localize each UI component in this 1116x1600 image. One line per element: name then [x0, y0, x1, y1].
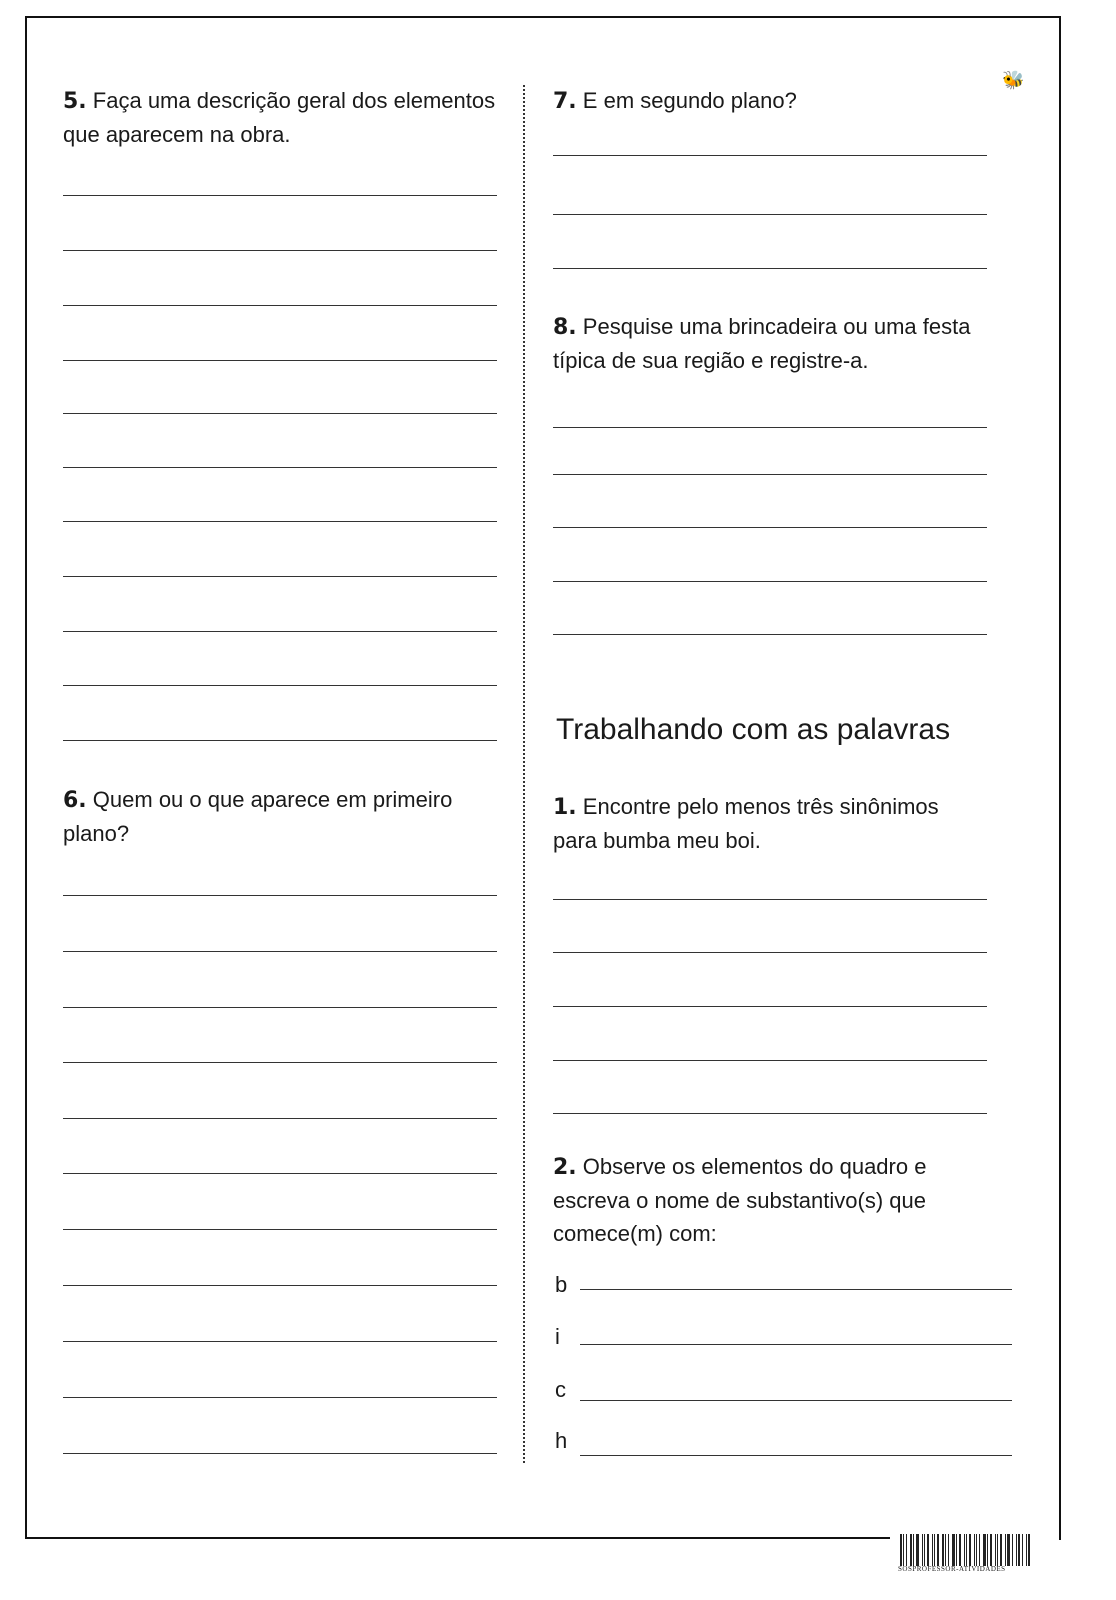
barcode-bar [932, 1534, 933, 1566]
answer-line[interactable] [553, 634, 987, 635]
barcode-bar [983, 1534, 986, 1566]
answer-line[interactable] [63, 1285, 497, 1286]
question-number: 2. [553, 1155, 577, 1180]
answer-line[interactable] [553, 474, 987, 475]
answer-line[interactable] [553, 1006, 987, 1007]
question-5 [63, 84, 503, 151]
barcode-bar [990, 1534, 992, 1566]
barcode-bar [937, 1534, 939, 1566]
barcode-bar [1018, 1534, 1020, 1566]
letter-b: b [555, 1272, 568, 1297]
answer-line[interactable] [63, 576, 497, 577]
barcode-bar [966, 1534, 967, 1566]
barcode-bar [1007, 1534, 1010, 1566]
answer-line[interactable] [63, 413, 497, 414]
answer-line[interactable] [553, 1113, 987, 1114]
answer-line[interactable] [553, 268, 987, 269]
barcode-text: SOSPROFESSOR-ATIVIDADES [898, 1565, 1006, 1573]
answer-line[interactable] [63, 740, 497, 741]
barcode-bar [1005, 1534, 1006, 1566]
answer-line[interactable] [580, 1400, 1012, 1401]
barcode-bar [924, 1534, 925, 1566]
answer-line[interactable] [553, 527, 987, 528]
question-number: 1. [553, 795, 577, 820]
barcode-bar [916, 1534, 919, 1566]
question-8 [553, 310, 993, 377]
barcode-bar [903, 1534, 904, 1566]
answer-line[interactable] [63, 195, 497, 196]
barcode-bar [987, 1534, 988, 1566]
barcode-bar [900, 1534, 902, 1566]
answer-line[interactable] [553, 214, 987, 215]
answer-line[interactable] [553, 427, 987, 428]
section-title: Trabalhando com as palavras [556, 713, 951, 746]
barcode-bar [969, 1534, 971, 1566]
column-divider [523, 85, 525, 1463]
answer-line[interactable] [63, 467, 497, 468]
question-text: Quem ou o que aparece em primeiro plano? [63, 787, 453, 846]
answer-line[interactable] [553, 581, 987, 582]
word-question-2 [553, 1150, 973, 1250]
insect-doodle-icon: 🐝 [1002, 70, 1025, 90]
answer-line[interactable] [63, 1229, 497, 1230]
word-question-1 [553, 790, 973, 857]
answer-line[interactable] [63, 250, 497, 251]
question-number: 5. [63, 89, 87, 114]
barcode-bar [997, 1534, 998, 1566]
answer-line[interactable] [553, 155, 987, 156]
question-7 [553, 84, 993, 118]
question-text: Encontre pelo menos três sinônimos para bumba meu boi. [553, 794, 939, 853]
answer-line[interactable] [63, 951, 497, 952]
barcode-bar [952, 1534, 955, 1566]
barcode-bar [910, 1534, 912, 1566]
answer-line[interactable] [580, 1455, 1012, 1456]
letter-h: h [555, 1428, 568, 1453]
barcode-bar [927, 1534, 929, 1566]
barcode-bar [974, 1534, 975, 1566]
barcode-bar [976, 1534, 977, 1566]
answer-line[interactable] [63, 1118, 497, 1119]
answer-line[interactable] [553, 952, 987, 953]
barcode-bar [945, 1534, 946, 1566]
barcode-bar [934, 1534, 935, 1566]
answer-line[interactable] [553, 1060, 987, 1061]
answer-line[interactable] [63, 1062, 497, 1063]
answer-line[interactable] [63, 1007, 497, 1008]
barcode-bar [906, 1534, 907, 1566]
question-number: 8. [553, 315, 577, 340]
letter-c: c [555, 1377, 566, 1402]
answer-line[interactable] [63, 895, 497, 896]
barcode-bar [922, 1534, 923, 1566]
answer-line[interactable] [63, 631, 497, 632]
answer-line[interactable] [63, 360, 497, 361]
answer-line[interactable] [63, 1397, 497, 1398]
question-number: 7. [553, 89, 577, 114]
barcode [900, 1534, 1046, 1566]
barcode-bar [979, 1534, 980, 1566]
barcode-bar [1026, 1534, 1027, 1566]
barcode-bar [959, 1534, 961, 1566]
question-text: Observe os elementos do quadro e escreva o nome de substantivo(s) que comece(m) com: [553, 1154, 927, 1246]
question-text: Pesquise uma brincadeira ou uma festa típica de sua região e registre-a. [553, 314, 971, 373]
answer-line[interactable] [553, 899, 987, 900]
page-border-tick [1059, 1490, 1061, 1540]
answer-line[interactable] [63, 685, 497, 686]
answer-line[interactable] [580, 1289, 1012, 1290]
answer-line[interactable] [63, 305, 497, 306]
answer-line[interactable] [63, 1341, 497, 1342]
barcode-bar [1012, 1534, 1013, 1566]
question-text: E em segundo plano? [582, 88, 797, 113]
barcode-bar [1016, 1534, 1017, 1566]
page-border-bottom [25, 1537, 890, 1539]
barcode-bar [995, 1534, 996, 1566]
letter-i: i [555, 1324, 560, 1349]
answer-line[interactable] [63, 1173, 497, 1174]
answer-line[interactable] [63, 1453, 497, 1454]
barcode-bar [1022, 1534, 1023, 1566]
question-number: 6. [63, 788, 87, 813]
answer-line[interactable] [63, 521, 497, 522]
barcode-bar [1028, 1534, 1030, 1566]
question-6 [63, 783, 503, 850]
barcode-bar [913, 1534, 914, 1566]
barcode-bar [942, 1534, 944, 1566]
question-text: Faça uma descrição geral dos elementos que aparecem na obra. [63, 88, 496, 147]
barcode-bar [964, 1534, 965, 1566]
barcode-bar [948, 1534, 949, 1566]
page-border [25, 16, 1061, 1538]
barcode-bar [956, 1534, 957, 1566]
answer-line[interactable] [580, 1344, 1012, 1345]
barcode-bar [1000, 1534, 1002, 1566]
